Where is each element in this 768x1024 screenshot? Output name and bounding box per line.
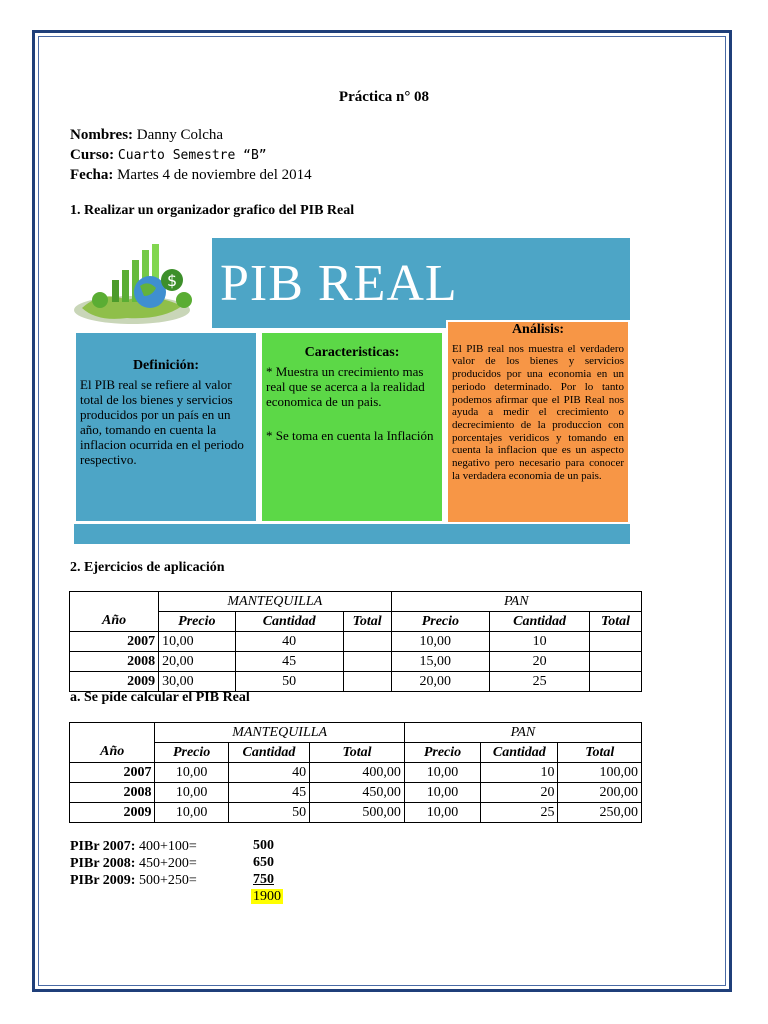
cell: 25 (481, 803, 558, 823)
col-header: Total (310, 743, 405, 763)
analisis-box (446, 320, 630, 524)
table-group-row (70, 592, 642, 612)
section-2-heading: 2. Ejercicios de aplicación (70, 560, 225, 575)
col-header: Año (70, 743, 155, 763)
nombres-value: Danny Colcha (136, 127, 224, 143)
cell: 10,00 (159, 632, 235, 652)
cell: 10 (490, 632, 590, 652)
col-header: Total (343, 612, 391, 632)
cell: 10,00 (391, 632, 490, 652)
cell-year: 2008 (70, 783, 155, 803)
cell: 20 (481, 783, 558, 803)
table-row (70, 652, 642, 672)
cell: 250,00 (558, 803, 642, 823)
group-pan: PAN (391, 592, 641, 612)
table-header-row (70, 743, 642, 763)
nombres-label: Nombres: (70, 127, 134, 143)
table-row (70, 672, 642, 692)
cell: 10,00 (155, 803, 228, 823)
cell (343, 632, 391, 652)
cell-year: 2007 (70, 763, 155, 783)
col-header: Precio (155, 743, 228, 763)
col-header: Cantidad (481, 743, 558, 763)
col-header: Cantidad (490, 612, 590, 632)
pibr-label: PIBr 2009: (70, 873, 136, 888)
table-header-row (70, 612, 642, 632)
cell (343, 652, 391, 672)
curso-value: Cuarto Semestre “B” (117, 148, 267, 163)
cell-year: 2007 (70, 632, 159, 652)
col-header: Precio (404, 743, 480, 763)
fecha-value: Martes 4 de noviembre del 2014 (117, 167, 312, 183)
data-table-1 (69, 591, 642, 692)
pibr-result-2008: 650 (253, 855, 274, 870)
pibr-calc: 400+100= (138, 839, 197, 854)
data-table-2 (69, 722, 642, 823)
analisis-title: Análisis: (511, 322, 565, 337)
cell: 15,00 (391, 652, 490, 672)
caracteristicas-item-1: * Muestra un crecimiento mas real que se acerca a la realidad economica de un pais. (266, 364, 425, 409)
cell: 500,00 (310, 803, 405, 823)
cell: 200,00 (558, 783, 642, 803)
table-row (70, 783, 642, 803)
analisis-text: El PIB real nos muestra el verdadero valor de los bienes y servicios producidos por una economia en un periodo determinado. Por lo tanto podemos afirmar que el PIB Real nos ayuda a medir el crecimiento o decrecimiento de la produccion con porcentajes veridicos y tomando en cuenta la inflacion que es un aspecto negativo pero necesario para conocer la verdadera economia de un pais. (452, 342, 624, 482)
cell: 50 (235, 672, 343, 692)
definicion-title: Definición: (132, 358, 200, 373)
cell: 10 (481, 763, 558, 783)
cell: 100,00 (558, 763, 642, 783)
table-group-row (70, 723, 642, 743)
curso-label: Curso: (70, 147, 115, 163)
pibr-total (251, 889, 283, 905)
table-row (70, 763, 642, 783)
definicion-text: El PIB real se refiere al valor total de los bienes y servicios producidos por un país en un año, tomando en cuenta la inflacion ocurrida en el periodo respectivo. (80, 377, 244, 467)
pibr-label: PIBr 2007: (70, 839, 136, 854)
cell: 10,00 (404, 783, 480, 803)
page-title: Práctica n° 08 (338, 89, 430, 105)
pib-logo-image (72, 240, 210, 330)
section-1-heading: 1. Realizar un organizador grafico del PIB Real (70, 203, 355, 218)
cell-year: 2008 (70, 652, 159, 672)
fecha-line (70, 165, 312, 185)
cell (589, 632, 641, 652)
cell: 20,00 (391, 672, 490, 692)
pibr-result-2009: 750 (253, 872, 274, 887)
cell: 30,00 (159, 672, 235, 692)
cell: 45 (235, 652, 343, 672)
cell: 450,00 (310, 783, 405, 803)
col-header: Cantidad (235, 612, 343, 632)
cell: 10,00 (404, 763, 480, 783)
fecha-label: Fecha: (70, 167, 114, 183)
cell: 400,00 (310, 763, 405, 783)
curso-line (70, 145, 267, 166)
subtitle-a: a. Se pide calcular el PIB Real (70, 690, 250, 705)
pib-real-banner (212, 238, 630, 328)
cell (343, 672, 391, 692)
definicion-box (74, 331, 258, 523)
cell: 10,00 (404, 803, 480, 823)
cell: 25 (490, 672, 590, 692)
cell: 40 (228, 763, 309, 783)
pibr-calc: 500+250= (138, 873, 197, 888)
nombres-line (70, 125, 223, 145)
pibr-result-2007: 500 (253, 838, 274, 853)
group-mantequilla: MANTEQUILLA (159, 592, 391, 612)
caracteristicas-title: Caracteristicas: (304, 345, 400, 360)
cell: 40 (235, 632, 343, 652)
caracteristicas-item-2: * Se toma en cuenta la Inflación (266, 428, 434, 443)
cell: 10,00 (155, 783, 228, 803)
caracteristicas-box (260, 331, 444, 523)
col-header: Año (70, 612, 159, 632)
pib-real-banner-text: PIB REAL (220, 255, 458, 312)
table-row (70, 803, 642, 823)
group-pan: PAN (404, 723, 641, 743)
col-header: Precio (159, 612, 235, 632)
col-header: Total (589, 612, 641, 632)
cell: 20,00 (159, 652, 235, 672)
cell: 10,00 (155, 763, 228, 783)
cell (589, 652, 641, 672)
table-row (70, 632, 642, 652)
col-header: Total (558, 743, 642, 763)
svg-text:$: $ (167, 271, 178, 290)
pibr-label: PIBr 2008: (70, 856, 136, 871)
pibr-calc: 450+200= (138, 856, 197, 871)
cell (589, 672, 641, 692)
group-mantequilla: MANTEQUILLA (155, 723, 404, 743)
cell: 45 (228, 783, 309, 803)
cell: 20 (490, 652, 590, 672)
pibr-total-value: 1900 (253, 889, 281, 904)
cell-year: 2009 (70, 672, 159, 692)
cell-year: 2009 (70, 803, 155, 823)
col-header: Cantidad (228, 743, 309, 763)
cell: 50 (228, 803, 309, 823)
col-header: Precio (391, 612, 490, 632)
organizer-bottom-strip (74, 524, 630, 544)
